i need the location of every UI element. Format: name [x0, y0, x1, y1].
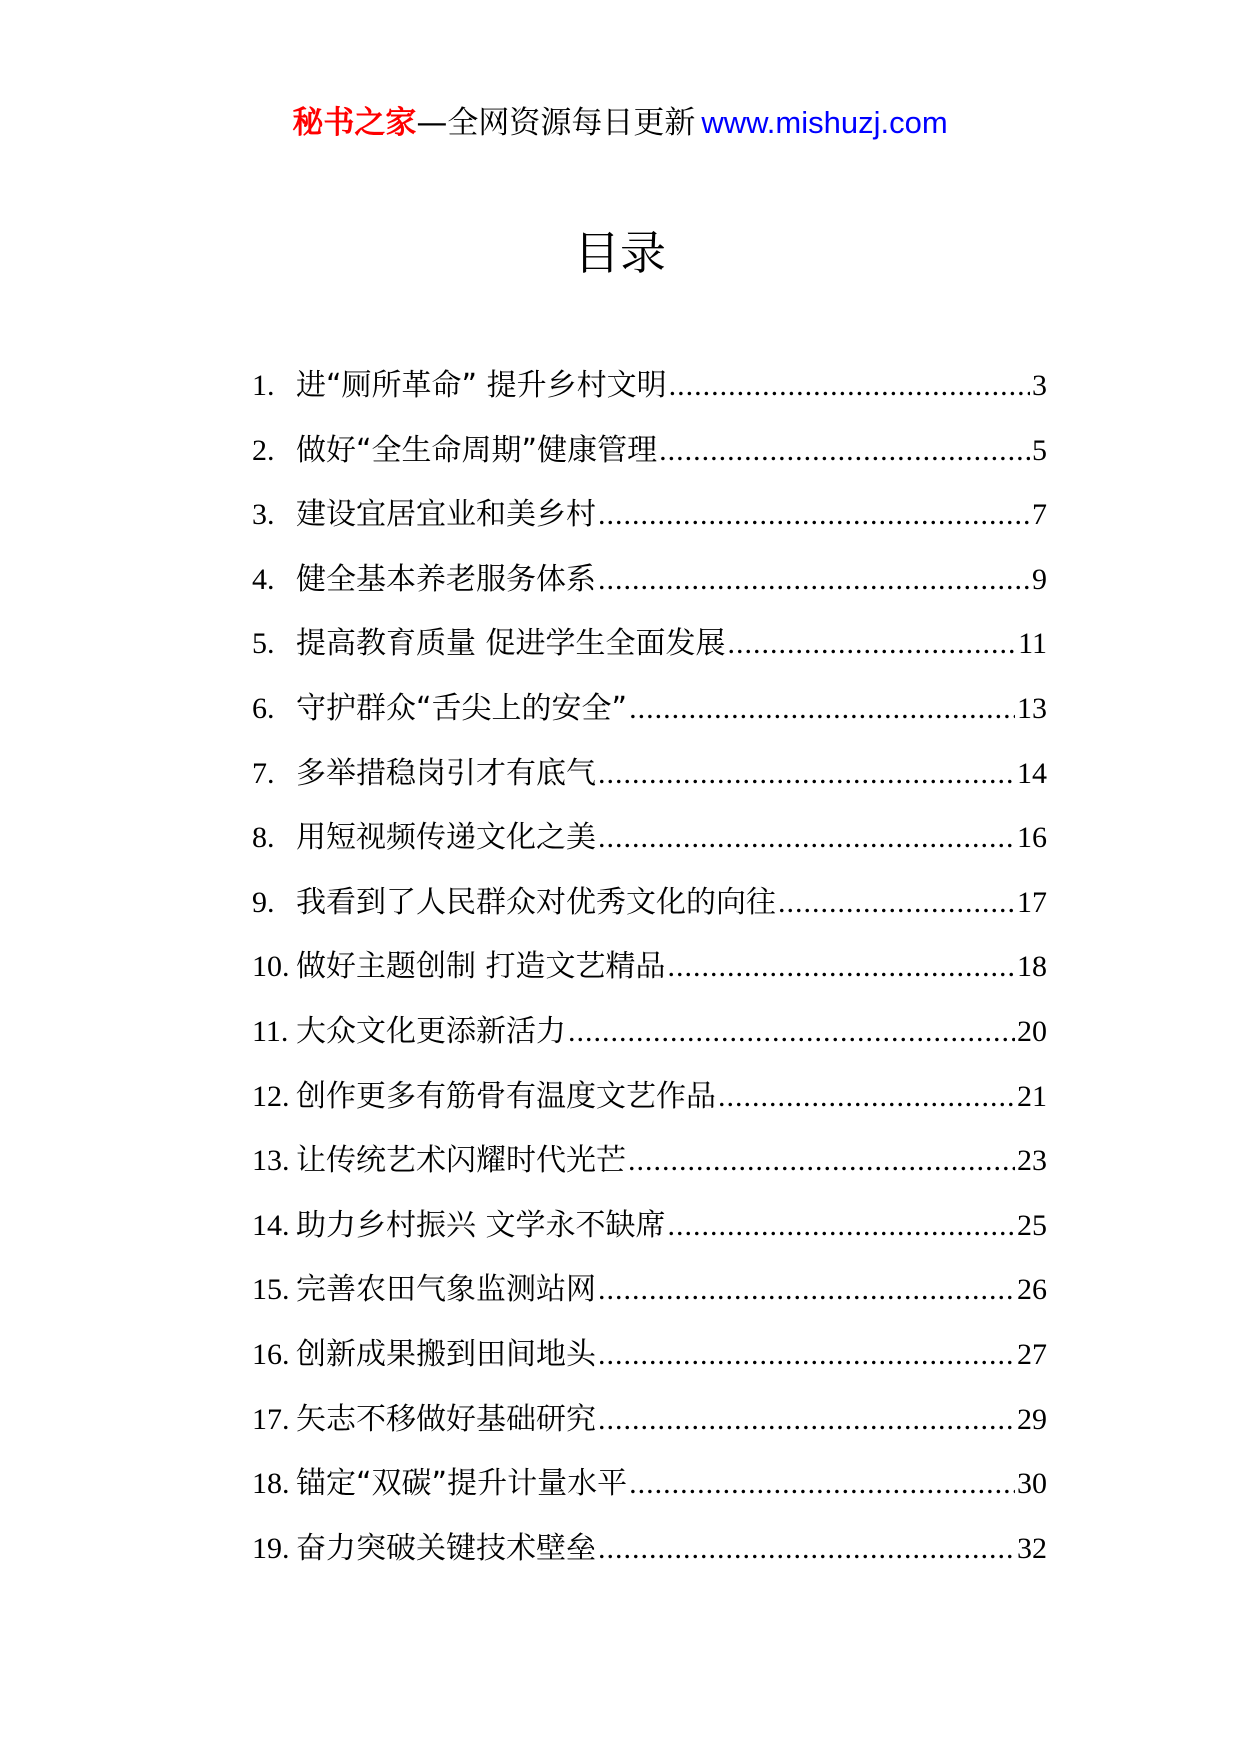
toc-entry-title: 做好“全生命周期”健康管理	[296, 432, 658, 468]
toc-entry-title: 守护群众“舌尖上的安全”	[296, 690, 628, 726]
toc-dot-leader	[598, 742, 1015, 807]
toc-entry-page: 26	[1017, 1273, 1047, 1307]
toc-dot-leader	[598, 1388, 1015, 1453]
toc-dot-leader	[598, 806, 1015, 871]
toc-entry[interactable]	[252, 1388, 1047, 1453]
toc-dot-leader	[628, 1129, 1015, 1194]
toc-entry-number: 5.	[252, 627, 275, 661]
toc-entry-page: 29	[1017, 1402, 1047, 1436]
toc-entry-number: 18.	[252, 1467, 290, 1501]
toc-dot-leader	[598, 483, 1030, 548]
toc-entry-page: 30	[1017, 1467, 1047, 1501]
toc-entry-number: 2.	[252, 433, 275, 467]
toc-entry-number: 10.	[252, 950, 290, 984]
toc-entry-page: 18	[1017, 950, 1047, 984]
toc-entry-title: 做好主题创制 打造文艺精品	[296, 949, 666, 985]
toc-dot-leader	[598, 1517, 1015, 1582]
toc-entry-number: 1.	[252, 369, 275, 402]
toc-entry-page: 25	[1017, 1208, 1047, 1242]
toc-entry-number: 19.	[252, 1531, 290, 1565]
toc-entry[interactable]	[252, 1323, 1047, 1388]
toc-dot-leader	[629, 677, 1015, 742]
toc-entry-page: 9	[1032, 562, 1047, 596]
toc-entry-number: 11.	[252, 1014, 289, 1048]
page-header	[0, 100, 1240, 146]
toc-entry-page: 3	[1032, 369, 1047, 402]
toc-entry-number: 12.	[252, 1079, 290, 1113]
toc-entry[interactable]	[252, 935, 1047, 1000]
toc-entry-title: 大众文化更添新活力	[296, 1013, 566, 1049]
toc-entry[interactable]	[252, 1065, 1047, 1130]
page-title: 目录	[574, 226, 666, 280]
header-tagline: —全网资源每日更新	[416, 105, 696, 141]
toc-entry-title: 我看到了人民群众对优秀文化的向往	[296, 884, 776, 920]
toc-entry-page: 32	[1017, 1531, 1047, 1565]
toc-entry-title: 进“厕所革命” 提升乡村文明	[296, 368, 667, 403]
toc-entry-page: 17	[1017, 885, 1047, 919]
toc-entry-title: 多举措稳岗引才有底气	[296, 755, 596, 791]
toc-entry-number: 4.	[252, 562, 275, 596]
toc-entry-number: 17.	[252, 1402, 290, 1436]
toc-entry-title: 让传统艺术闪耀时代光芒	[296, 1143, 626, 1179]
toc-entry-title: 锚定“双碳”提升计量水平	[296, 1466, 628, 1502]
toc-entry-page: 27	[1017, 1337, 1047, 1371]
toc-entry-title: 完善农田气象监测站网	[296, 1272, 596, 1308]
toc-entry[interactable]	[252, 1129, 1047, 1194]
toc-entry[interactable]	[252, 1258, 1047, 1323]
toc-entry-page: 7	[1032, 498, 1047, 532]
toc-entry[interactable]	[252, 612, 1047, 677]
toc-dot-leader	[598, 548, 1030, 613]
toc-entry-number: 14.	[252, 1208, 290, 1242]
toc-entry-number: 13.	[252, 1144, 290, 1178]
toc-entry[interactable]	[252, 354, 1047, 419]
toc-entry-title: 健全基本养老服务体系	[296, 561, 596, 597]
toc-entry[interactable]	[252, 1000, 1047, 1065]
toc-entry-number: 8.	[252, 821, 275, 855]
toc-entry-number: 16.	[252, 1337, 290, 1371]
toc-dot-leader	[668, 1194, 1015, 1259]
toc-entry[interactable]	[252, 548, 1047, 613]
toc-entry-page: 11	[1018, 627, 1047, 661]
toc-entry-title: 创作更多有筋骨有温度文艺作品	[296, 1078, 716, 1114]
toc-entry[interactable]	[252, 677, 1047, 742]
toc-entry-title: 创新成果搬到田间地头	[296, 1336, 596, 1372]
toc-entry-number: 3.	[252, 498, 275, 532]
toc-entry-page: 5	[1032, 433, 1047, 467]
toc-dot-leader	[598, 1258, 1015, 1323]
toc-entry-page: 20	[1017, 1014, 1047, 1048]
toc-entry-title: 奋力突破关键技术壁垒	[296, 1530, 596, 1566]
toc-entry[interactable]	[252, 419, 1047, 484]
toc-entry-number: 7.	[252, 756, 275, 790]
website-link[interactable]: www.mishuzj.com	[701, 105, 948, 140]
toc-entry[interactable]	[252, 742, 1047, 807]
toc-entry-number: 15.	[252, 1273, 290, 1307]
toc-entry-title: 助力乡村振兴 文学永不缺席	[296, 1207, 666, 1243]
toc-entry-title: 用短视频传递文化之美	[296, 820, 596, 856]
toc-entry[interactable]	[252, 1452, 1047, 1517]
toc-entry-page: 23	[1017, 1144, 1047, 1178]
toc-entry[interactable]	[252, 483, 1047, 548]
toc-entry[interactable]	[252, 1194, 1047, 1259]
toc-dot-leader	[629, 1452, 1015, 1517]
toc-entry-number: 9.	[252, 885, 275, 919]
toc-entry-page: 21	[1017, 1079, 1047, 1113]
toc-entry-number: 6.	[252, 691, 275, 725]
toc-entry-page: 13	[1017, 691, 1047, 725]
toc-dot-leader	[568, 1000, 1015, 1065]
toc-entry-page: 16	[1017, 821, 1047, 855]
toc-entry-title: 建设宜居宜业和美乡村	[296, 497, 596, 533]
toc-entry[interactable]	[252, 1517, 1047, 1582]
toc-dot-leader	[778, 871, 1015, 936]
toc-dot-leader	[598, 1323, 1015, 1388]
toc-dot-leader	[659, 419, 1030, 484]
toc-entry[interactable]	[252, 806, 1047, 871]
brand-name: 秘书之家	[292, 105, 417, 141]
table-of-contents	[252, 354, 1047, 1581]
toc-entry-page: 14	[1017, 756, 1047, 790]
toc-dot-leader	[669, 354, 1030, 419]
toc-dot-leader	[728, 612, 1017, 677]
toc-entry-title: 提高教育质量 促进学生全面发展	[296, 626, 726, 662]
toc-entry-title: 矢志不移做好基础研究	[296, 1401, 596, 1437]
toc-dot-leader	[718, 1065, 1015, 1130]
toc-dot-leader	[668, 935, 1015, 1000]
toc-entry[interactable]	[252, 871, 1047, 936]
